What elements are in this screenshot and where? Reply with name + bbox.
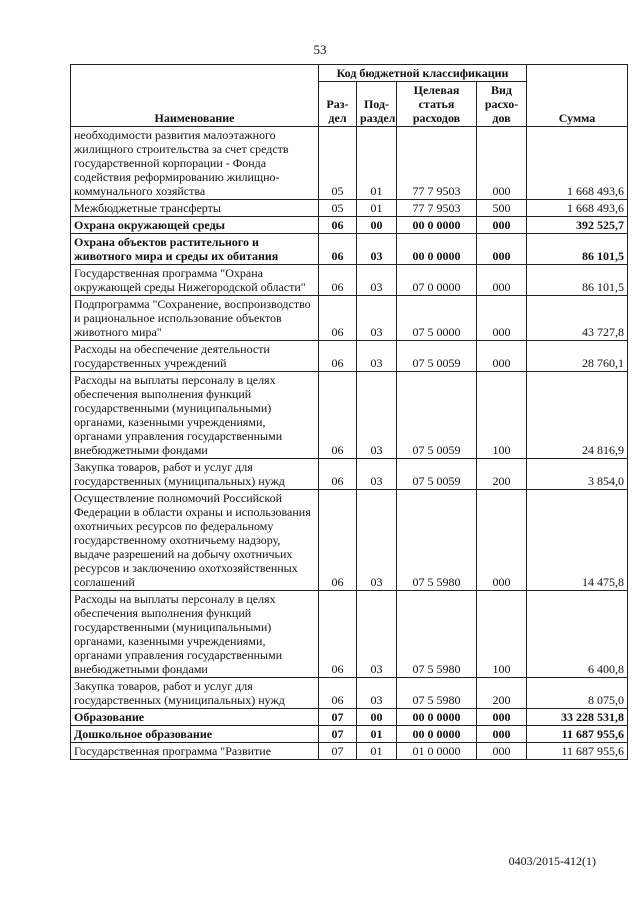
- cell-sum: 28 760,1: [527, 341, 628, 372]
- table-row: [71, 591, 628, 678]
- cell-name: Подпрограмма "Сохранение, воспроизводство и рациональное использование объектов животного мира": [71, 296, 319, 341]
- cell-target: 00 0 0000: [397, 217, 477, 234]
- cell-target: 07 5 0059: [397, 341, 477, 372]
- cell-vid: 100: [477, 372, 527, 459]
- cell-sum: 8 075,0: [527, 678, 628, 709]
- cell-name: Образование: [71, 709, 319, 726]
- header-razdel: Раз-дел: [319, 82, 357, 127]
- budget-table: [70, 64, 628, 760]
- cell-target: 07 5 0059: [397, 459, 477, 490]
- header-podrazdel: Под-раздел: [357, 82, 397, 127]
- cell-name: Государственная программа "Развитие: [71, 743, 319, 760]
- cell-razdel: 06: [319, 217, 357, 234]
- cell-target: 07 5 5980: [397, 678, 477, 709]
- cell-target: 01 0 0000: [397, 743, 477, 760]
- cell-name: Государственная программа "Охрана окружающей среды Нижегородской области": [71, 265, 319, 296]
- cell-name: Расходы на выплаты персоналу в целях обеспечения выполнения функций государственными (муниципальными) органами, казенными учреждениями, органами управления государственными внебюджетными фондами: [71, 591, 319, 678]
- page-number: 53: [313, 42, 327, 57]
- cell-name: Охрана окружающей среды: [71, 217, 319, 234]
- cell-vid: 200: [477, 459, 527, 490]
- cell-target: 00 0 0000: [397, 234, 477, 265]
- cell-vid: 000: [477, 490, 527, 591]
- cell-razdel: 06: [319, 265, 357, 296]
- cell-razdel: 06: [319, 341, 357, 372]
- cell-razdel: 05: [319, 200, 357, 217]
- cell-vid: 000: [477, 296, 527, 341]
- cell-name: Закупка товаров, работ и услуг для государственных (муниципальных) нужд: [71, 678, 319, 709]
- table-row: [71, 341, 628, 372]
- cell-name: Дошкольное образование: [71, 726, 319, 743]
- cell-vid: 000: [477, 127, 527, 200]
- cell-vid: 000: [477, 341, 527, 372]
- cell-razdel: 06: [319, 678, 357, 709]
- cell-name: Охрана объектов растительного и животного мира и среды их обитания: [71, 234, 319, 265]
- cell-podrazdel: 03: [357, 459, 397, 490]
- table-row: [71, 234, 628, 265]
- cell-name: необходимости развития малоэтажного жилищного строительства за счет средств государственной корпорации - Фонда содействия реформированию жилищно-коммунального хозяйства: [71, 127, 319, 200]
- cell-sum: 86 101,5: [527, 265, 628, 296]
- cell-podrazdel: 03: [357, 591, 397, 678]
- cell-podrazdel: 03: [357, 234, 397, 265]
- cell-vid: 200: [477, 678, 527, 709]
- cell-podrazdel: 00: [357, 709, 397, 726]
- cell-target: 00 0 0000: [397, 709, 477, 726]
- cell-podrazdel: 03: [357, 341, 397, 372]
- cell-sum: 33 228 531,8: [527, 709, 628, 726]
- cell-razdel: 06: [319, 490, 357, 591]
- cell-sum: 24 816,9: [527, 372, 628, 459]
- cell-sum: 14 475,8: [527, 490, 628, 591]
- cell-target: 07 5 5980: [397, 591, 477, 678]
- cell-vid: 000: [477, 709, 527, 726]
- table-row: [71, 217, 628, 234]
- table-row: [71, 726, 628, 743]
- cell-razdel: 07: [319, 743, 357, 760]
- cell-vid: 000: [477, 234, 527, 265]
- cell-razdel: 06: [319, 372, 357, 459]
- header-target: Целевая статья расходов: [397, 82, 477, 127]
- cell-target: 77 7 9503: [397, 200, 477, 217]
- cell-name: Расходы на обеспечение деятельности государственных учреждений: [71, 341, 319, 372]
- cell-podrazdel: 01: [357, 127, 397, 200]
- cell-razdel: 07: [319, 726, 357, 743]
- cell-sum: 43 727,8: [527, 296, 628, 341]
- cell-razdel: 05: [319, 127, 357, 200]
- cell-podrazdel: 01: [357, 726, 397, 743]
- cell-vid: 500: [477, 200, 527, 217]
- cell-sum: 86 101,5: [527, 234, 628, 265]
- table-row: [71, 127, 628, 200]
- cell-podrazdel: 03: [357, 265, 397, 296]
- cell-podrazdel: 01: [357, 200, 397, 217]
- cell-razdel: 06: [319, 459, 357, 490]
- cell-podrazdel: 03: [357, 296, 397, 341]
- cell-sum: 11 687 955,6: [527, 726, 628, 743]
- table-row: [71, 200, 628, 217]
- cell-razdel: 07: [319, 709, 357, 726]
- cell-podrazdel: 01: [357, 743, 397, 760]
- header-name: Наименование: [71, 65, 319, 127]
- table-row: [71, 490, 628, 591]
- cell-vid: 100: [477, 591, 527, 678]
- cell-podrazdel: 03: [357, 678, 397, 709]
- table-row: [71, 743, 628, 760]
- document-code: 0403/2015-412(1): [508, 854, 596, 868]
- table-row: [71, 709, 628, 726]
- cell-sum: 392 525,7: [527, 217, 628, 234]
- header-sum: Сумма: [527, 65, 628, 127]
- cell-sum: 1 668 493,6: [527, 200, 628, 217]
- cell-target: 00 0 0000: [397, 726, 477, 743]
- cell-vid: 000: [477, 743, 527, 760]
- cell-target: 07 0 0000: [397, 265, 477, 296]
- table-row: [71, 372, 628, 459]
- table-row: [71, 296, 628, 341]
- cell-razdel: 06: [319, 591, 357, 678]
- cell-name: Межбюджетные трансферты: [71, 200, 319, 217]
- table-header: [71, 65, 628, 127]
- table-row: [71, 459, 628, 490]
- cell-target: 07 5 5980: [397, 490, 477, 591]
- header-code-group: Код бюджетной классификации: [319, 65, 527, 82]
- cell-razdel: 06: [319, 234, 357, 265]
- cell-podrazdel: 00: [357, 217, 397, 234]
- cell-podrazdel: 03: [357, 490, 397, 591]
- cell-target: 07 5 0000: [397, 296, 477, 341]
- cell-name: Закупка товаров, работ и услуг для государственных (муниципальных) нужд: [71, 459, 319, 490]
- cell-name: Осуществление полномочий Российской Федерации в области охраны и использования охотничьих ресурсов по федеральному государственному охотничьему надзору, выдаче разрешений на добычу охотничьих ресурсов и заключению охотхозяйственных соглашений: [71, 490, 319, 591]
- cell-vid: 000: [477, 217, 527, 234]
- cell-vid: 000: [477, 726, 527, 743]
- cell-target: 07 5 0059: [397, 372, 477, 459]
- table-row: [71, 678, 628, 709]
- cell-target: 77 7 9503: [397, 127, 477, 200]
- cell-sum: 6 400,8: [527, 591, 628, 678]
- cell-vid: 000: [477, 265, 527, 296]
- cell-sum: 3 854,0: [527, 459, 628, 490]
- table-row: [71, 265, 628, 296]
- header-vid: Вид расхо-дов: [477, 82, 527, 127]
- cell-sum: 1 668 493,6: [527, 127, 628, 200]
- cell-name: Расходы на выплаты персоналу в целях обеспечения выполнения функций государственными (муниципальными) органами, казенными учреждениями, органами управления государственными внебюджетными фондами: [71, 372, 319, 459]
- cell-podrazdel: 03: [357, 372, 397, 459]
- cell-sum: 11 687 955,6: [527, 743, 628, 760]
- cell-razdel: 06: [319, 296, 357, 341]
- table-body: [71, 127, 628, 760]
